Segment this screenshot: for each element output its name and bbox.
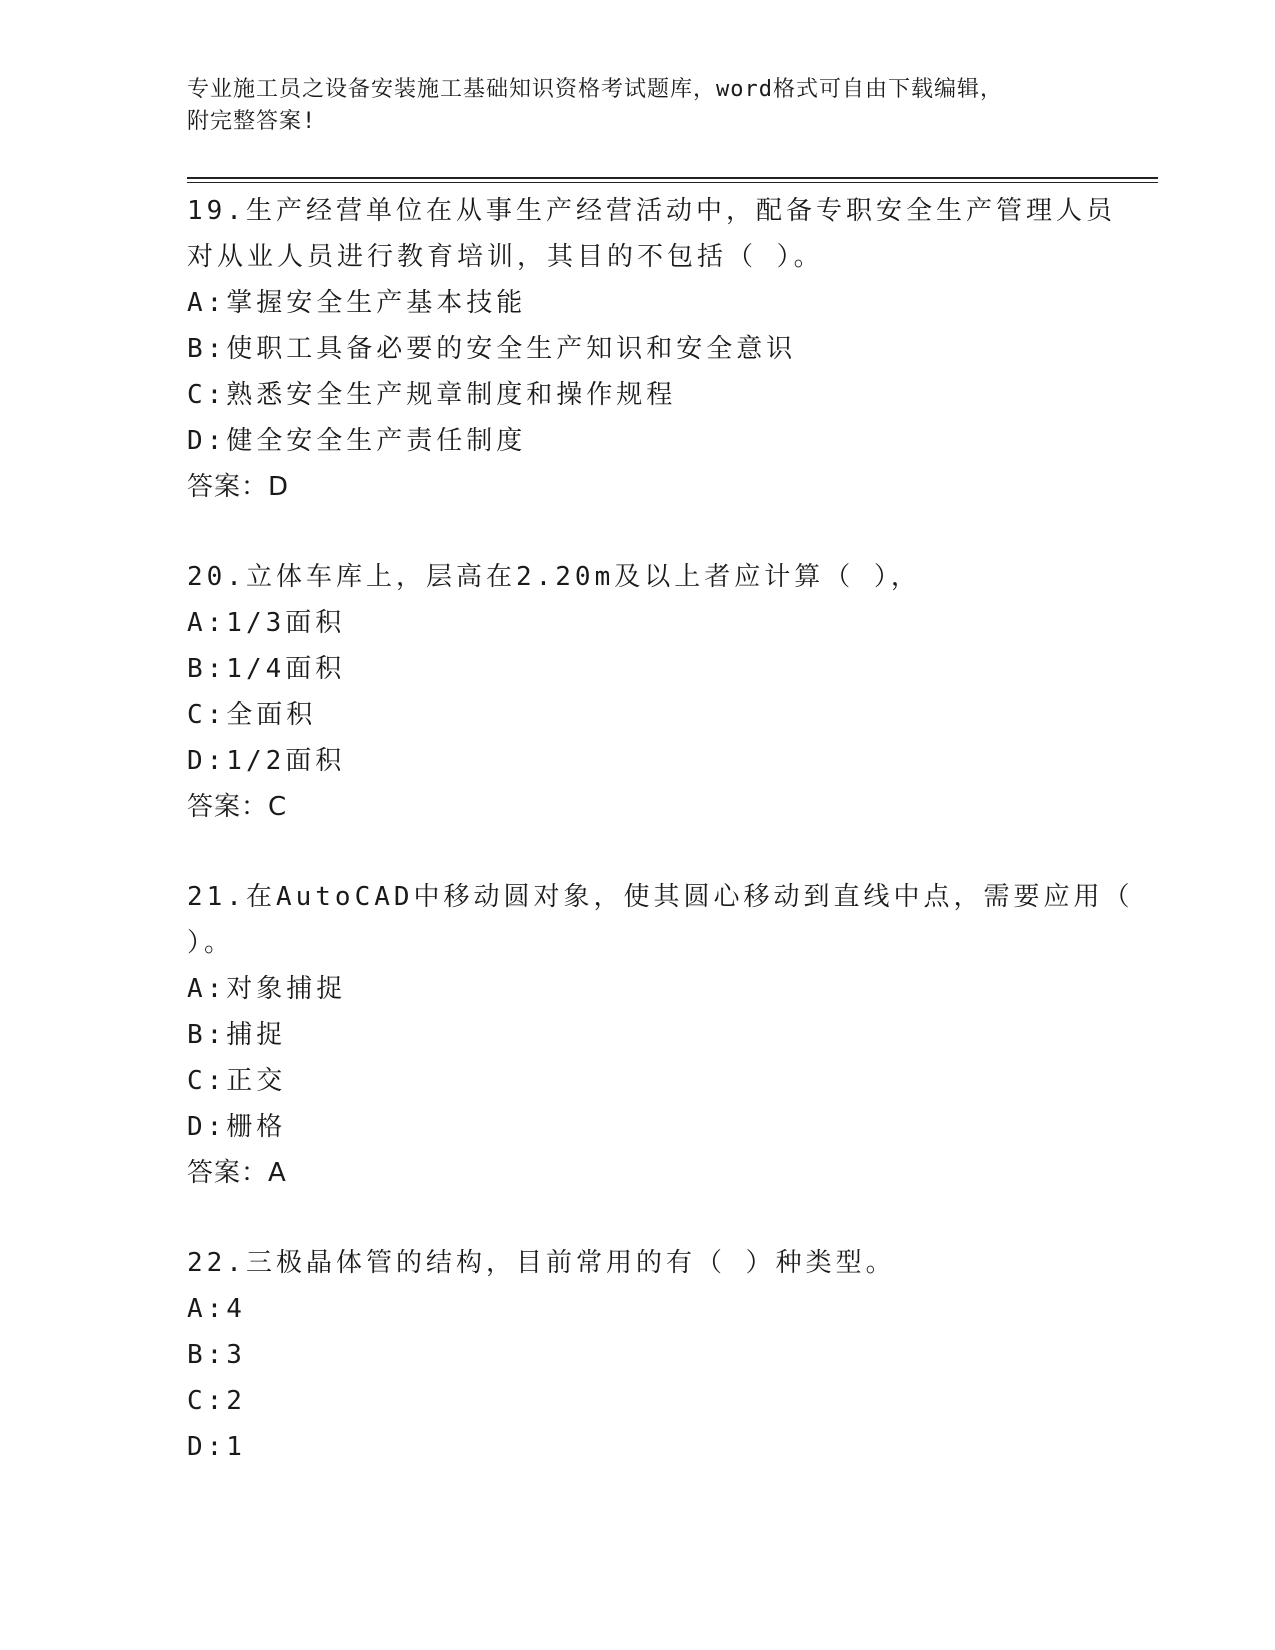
option-b: B:捕捉 <box>187 1020 287 1050</box>
option-d: D:健全安全生产责任制度 <box>187 426 527 456</box>
header-divider-bottom <box>187 182 1158 183</box>
question-stem-line: 22.三极晶体管的结构，目前常用的有（ ）种类型。 <box>187 1248 896 1278</box>
answer: 答案：D <box>187 472 290 502</box>
question-20 <box>187 554 1087 830</box>
option-a: A:对象捕捉 <box>187 974 347 1004</box>
option-b: B:3 <box>187 1340 246 1370</box>
option-c: C:2 <box>187 1386 246 1416</box>
header-divider-top <box>187 177 1158 179</box>
option-a: A:1/3面积 <box>187 608 346 638</box>
option-b: B:1/4面积 <box>187 654 346 684</box>
answer: 答案：C <box>187 792 288 822</box>
question-stem-line: 20.立体车库上，层高在2.20m及以上者应计算（ ）， <box>187 562 921 592</box>
document-header <box>187 74 1087 138</box>
question-stem-line: 21.在AutoCAD中移动圆对象，使其圆心移动到直线中点，需要应用（ <box>187 882 1134 912</box>
header-line-1: 专业施工员之设备安装施工基础知识资格考试题库，word格式可自由下载编辑， <box>187 77 1003 102</box>
question-stem-line: 对从业人员进行教育培训，其目的不包括（ ）。 <box>187 242 824 272</box>
header-line-2: 附完整答案! <box>187 109 317 134</box>
question-21 <box>187 874 1134 1196</box>
question-stem-line: 19.生产经营单位在从事生产经营活动中，配备专职安全生产管理人员 <box>187 196 1116 226</box>
option-c: C:正交 <box>187 1066 287 1096</box>
option-d: D:1/2面积 <box>187 746 346 776</box>
option-a: A:4 <box>187 1294 246 1324</box>
question-22 <box>187 1240 1087 1470</box>
option-a: A:掌握安全生产基本技能 <box>187 288 527 318</box>
option-c: C:全面积 <box>187 700 317 730</box>
option-b: B:使职工具备必要的安全生产知识和安全意识 <box>187 334 797 364</box>
question-stem-line: ）。 <box>187 928 235 958</box>
option-c: C:熟悉安全生产规章制度和操作规程 <box>187 380 677 410</box>
answer: 答案：A <box>187 1158 287 1188</box>
question-19 <box>187 188 1116 510</box>
option-d: D:1 <box>187 1432 246 1462</box>
option-d: D:栅格 <box>187 1112 287 1142</box>
